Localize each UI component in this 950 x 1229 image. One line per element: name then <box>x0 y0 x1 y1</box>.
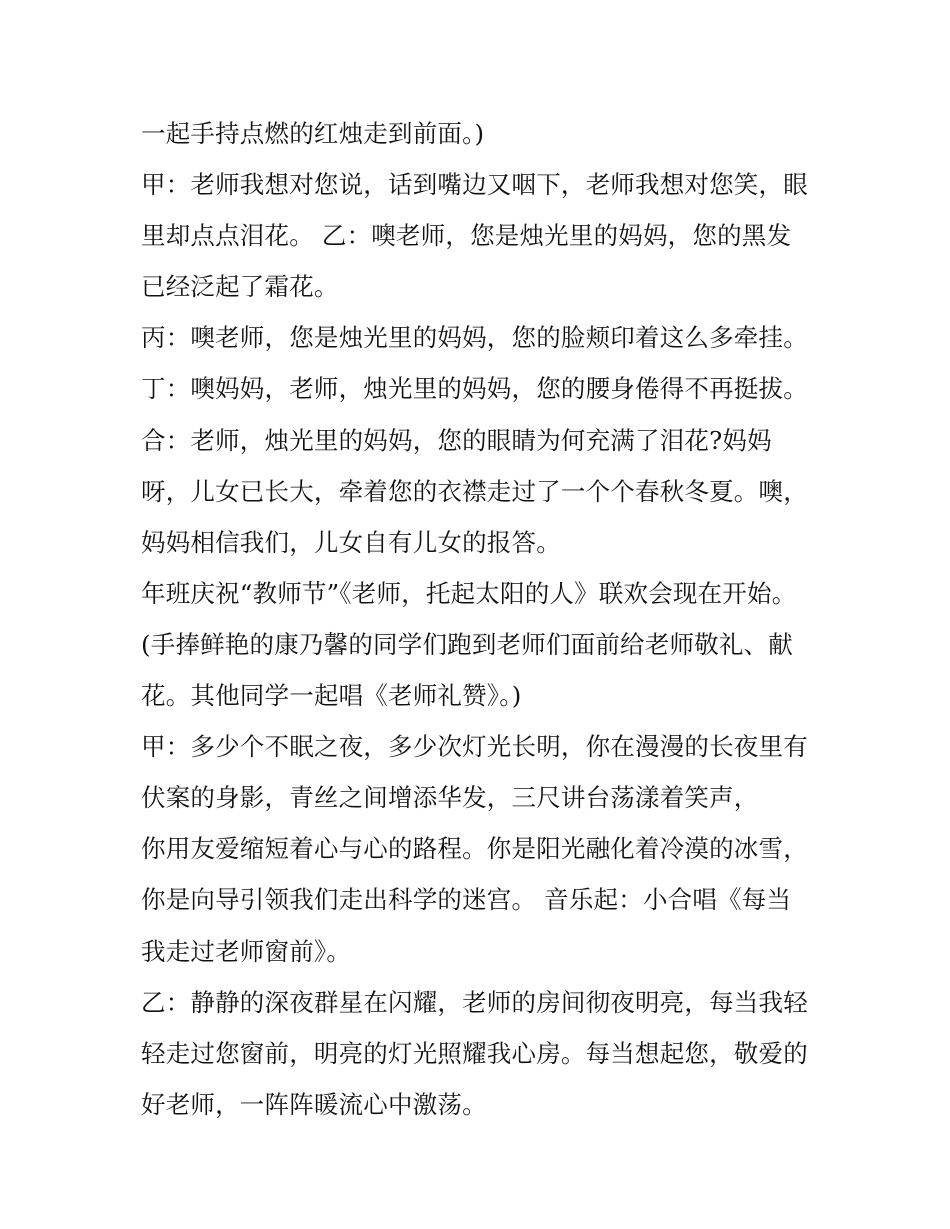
text-line-7: 合：老师，烛光里的妈妈，您的眼睛为何充满了泪花?妈妈 <box>141 425 772 455</box>
text-line-2: 甲：老师我想对您说，话到嘴边又咽下，老师我想对您笑，眼 <box>141 170 808 200</box>
document-body <box>141 108 821 1130</box>
text-line-9: 妈妈相信我们，儿女自有儿女的报答。 <box>141 527 561 557</box>
text-line-10: 年班庆祝“教师节”《老师，托起太阳的人》联欢会现在开始。 <box>141 578 797 608</box>
text-line-6: 丁：噢妈妈，老师，烛光里的妈妈，您的腰身倦得不再挺拔。 <box>141 374 808 404</box>
text-line-3: 里却点点泪花。 乙：噢老师，您是烛光里的妈妈，您的黑发 <box>141 221 792 251</box>
text-line-20: 好老师，一阵阵暖流心中激荡。 <box>141 1089 487 1119</box>
text-line-14: 伏案的身影，青丝之间增添华发，三尺讲台荡漾着笑声， <box>141 783 759 813</box>
text-line-13: 甲：多少个不眠之夜，多少次灯光长明，你在漫漫的长夜里有 <box>141 732 808 762</box>
text-line-4: 已经泛起了霜花。 <box>141 272 339 302</box>
text-line-12: 花。其他同学一起唱《老师礼赞》。) <box>141 681 522 711</box>
text-line-16: 你是向导引领我们走出科学的迷宫。 音乐起：小合唱《每当 <box>141 885 792 915</box>
text-line-11: (手捧鲜艳的康乃馨的同学们跑到老师们面前给老师敬礼、献 <box>141 629 793 659</box>
text-line-17: 我走过老师窗前》。 <box>141 936 352 966</box>
text-line-5: 丙：噢老师，您是烛光里的妈妈，您的脸颊印着这么多牵挂。 <box>141 323 808 353</box>
text-line-15: 你用友爱缩短着心与心的路程。你是阳光融化着冷漠的冰雪， <box>141 834 808 864</box>
text-line-1: 一起手持点燃的红烛走到前面。) <box>141 119 485 148</box>
text-line-18: 乙：静静的深夜群星在闪耀，老师的房间彻夜明亮，每当我轻 <box>141 987 808 1017</box>
text-line-8: 呀，儿女已长大，牵着您的衣襟走过了一个个春秋冬夏。噢， <box>141 476 808 506</box>
text-line-19: 轻走过您窗前，明亮的灯光照耀我心房。每当想起您，敬爱的 <box>141 1038 808 1068</box>
